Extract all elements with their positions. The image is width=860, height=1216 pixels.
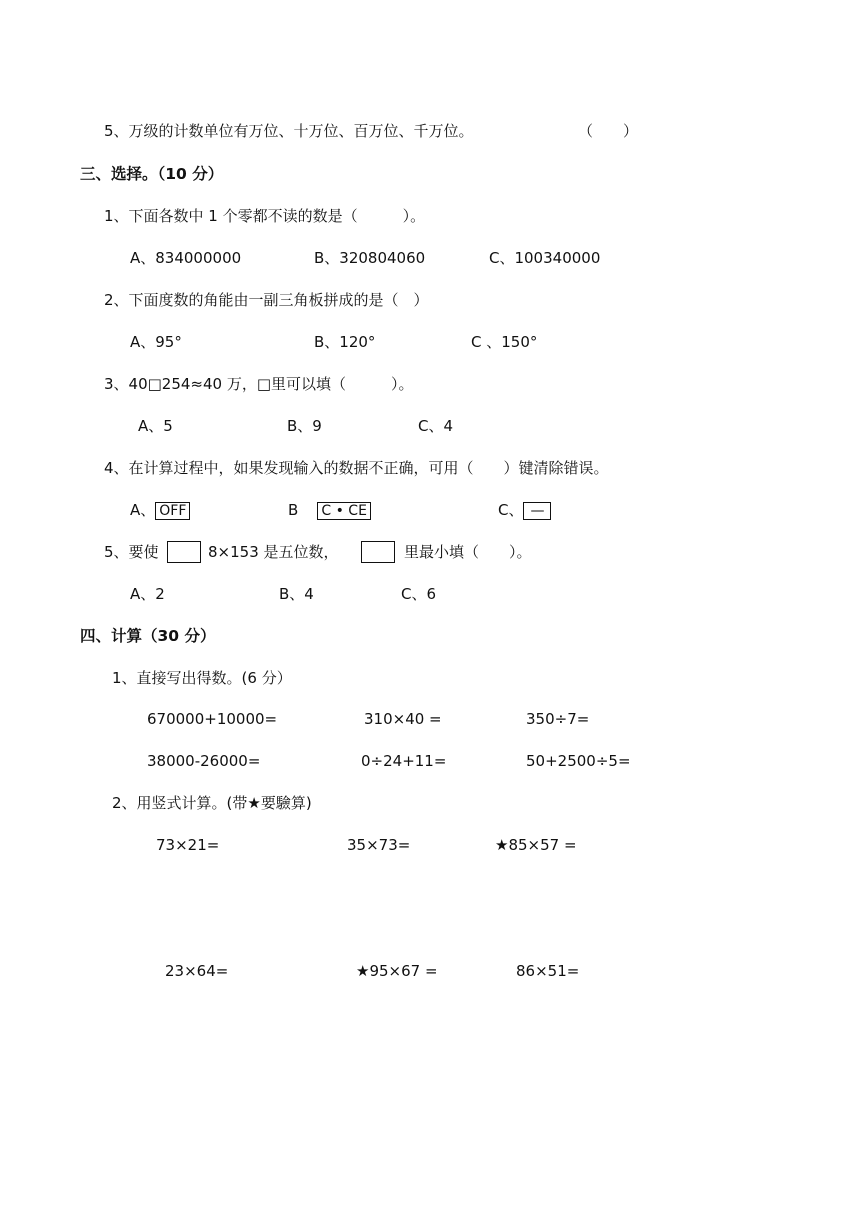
option-c: C、4 <box>418 417 454 435</box>
off-key: OFF <box>155 502 190 520</box>
option-b-prefix: B <box>288 501 299 519</box>
section-title-calculation: 四、计算（30 分） <box>80 627 216 645</box>
option-c: C、100340000 <box>489 249 601 267</box>
option-a: A、95° <box>130 333 182 351</box>
choice-question-3: 3、40□254≈40 万，□里可以填（ ）。 <box>104 375 414 393</box>
option-c <box>498 500 551 520</box>
option-a <box>130 500 190 520</box>
answer-paren: （ ） <box>578 122 639 140</box>
vertical-calc-item: ★95×67 = <box>356 962 438 980</box>
vertical-calc-item: 23×64= <box>165 962 229 980</box>
blank-box <box>361 541 395 563</box>
oral-calc-item: 670000+10000= <box>147 710 278 728</box>
option-a: A、834000000 <box>130 249 242 267</box>
oral-calc-item: 50+2500÷5= <box>526 752 631 770</box>
oral-calc-item: 350÷7= <box>526 710 590 728</box>
vertical-calc-item: 86×51= <box>516 962 580 980</box>
option-c: C 、150° <box>471 333 538 351</box>
choice-question-5-start: 5、要使 <box>104 543 159 561</box>
oral-calc-item: 0÷24+11= <box>361 752 447 770</box>
oral-calc-item: 38000-26000= <box>147 752 261 770</box>
calc-part-2-title: 2、用竖式计算。(带★要驗算) <box>112 794 312 812</box>
option-b: B、120° <box>314 333 376 351</box>
choice-question-2: 2、下面度数的角能由一副三角板拼成的是（ ） <box>104 291 429 309</box>
clear-key: C • CE <box>317 502 371 520</box>
section-title-choice: 三、选择。（10 分） <box>80 165 224 183</box>
blank-box <box>167 541 201 563</box>
tf-question-5: 5、万级的计数单位有万位、十万位、百万位、千万位。 <box>104 122 474 140</box>
option-c-prefix: C、 <box>498 501 524 519</box>
option-b: B、320804060 <box>314 249 426 267</box>
option-b: B、4 <box>279 585 314 603</box>
vertical-calc-item: 73×21= <box>156 836 220 854</box>
vertical-calc-item: ★85×57 = <box>495 836 577 854</box>
oral-calc-item: 310×40 = <box>364 710 442 728</box>
option-a: A、5 <box>138 417 173 435</box>
option-a-prefix: A、 <box>130 501 156 519</box>
option-c: C、6 <box>401 585 437 603</box>
option-b: B、9 <box>287 417 322 435</box>
choice-question-5-middle: 8×153 是五位数， <box>208 543 339 561</box>
option-a: A、2 <box>130 585 165 603</box>
choice-question-1: 1、下面各数中 1 个零都不读的数是（ ）。 <box>104 207 426 225</box>
option-b <box>288 500 371 520</box>
calc-part-1-title: 1、直接写出得数。(6 分） <box>112 669 292 687</box>
choice-question-4: 4、在计算过程中，如果发现输入的数据不正确，可用（ ）键清除错误。 <box>104 459 609 477</box>
vertical-calc-item: 35×73= <box>347 836 411 854</box>
choice-question-5-end: 里最小填（ ）。 <box>404 543 532 561</box>
backspace-key: — <box>523 502 551 520</box>
